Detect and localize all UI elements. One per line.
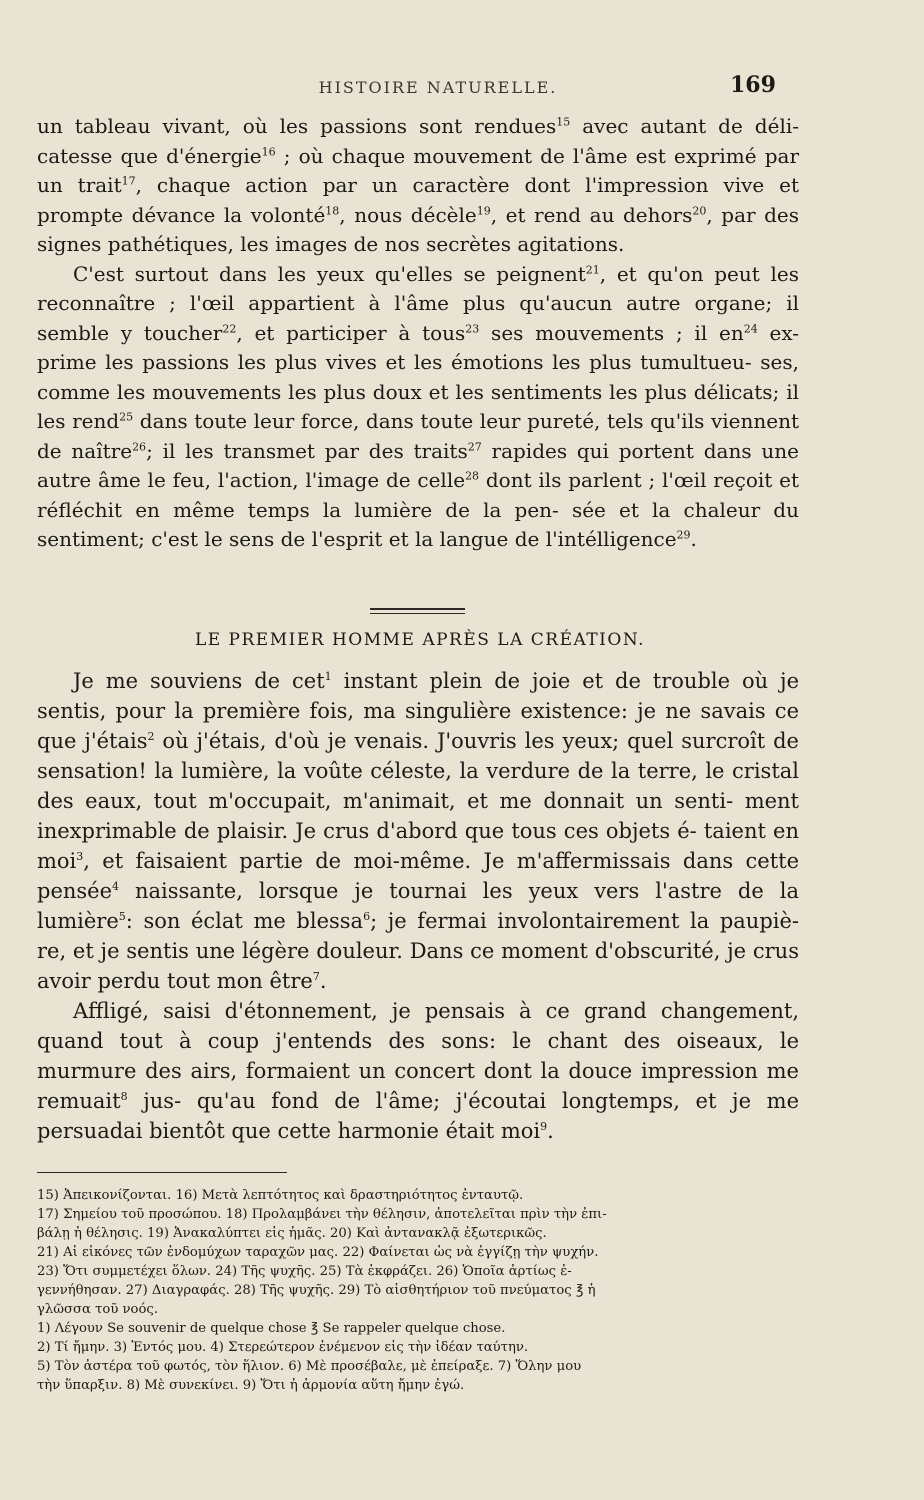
paragraph-yeux: C'est surtout dans les yeux qu'elles se peignent$^{21}$, et qu'on peut les reconnaître ; l'œil appartient à l'âme plus qu'aucun autre organe; il semble y toucher$^{22}$, et participer à tous$^{23}$ ses mouvements ; il $en^{24}$ ex- prime les passions les plus vives et les émotions les plus tumultueu- ses, comme les mouvements les plus doux et les sentiments les plus délicats; il les rend$^{25}$ dans toute leur force, dans toute leur pureté, tels qu'ils viennent de naître$^{26}$; il les transmet par des traits$^{27}$ rapides qui portent dans une autre âme le feu, l'action, l'image de celle$^{28}$ dont ils parlent ; l'œil reçoit et réfléchit en même temps la lumière de la pen- sée et la chaleur du sentiment; c'est le sens de l'esprit et la langue de l'intélligence$^{29}$. xyxy=(37,261,799,551)
footnote-line: τὴν ὕπαρξιν. 8) Μὲ συνεκίνει. 9) Ὅτι ἡ ἁρμονία αὕτη ἤμην ἐγώ. xyxy=(37,1378,465,1393)
body-text-bottom xyxy=(37,666,799,1146)
running-title: HISTOIRE NATURELLE. xyxy=(318,78,558,97)
section-divider xyxy=(370,608,465,614)
footnote-line: 15) Ἀπεικονίζονται. 16) Μετὰ λεπτότητος καὶ δραστηριότητος ἐνταυτῷ. xyxy=(37,1188,524,1203)
body-text-top xyxy=(37,112,799,555)
paragraph-souviens: Je me souviens de cet$^1$ instant plein de joie et de trouble où je sentis, pour la première fois, ma singulière existence: je ne savais ce que j'étais$^2$ où j'étais, d'où je venais. J'ouvris les yeux; quel surcroît de sensation! la lumière, la voûte céleste, la verdure de la terre, le cristal des eaux, tout m'occupait, m'animait, et me donnait un senti- ment inexprimable de plaisir. Je crus d'abord que tous ces objets é- taient en moi$^3$, et faisaient partie de moi-même. Je m'affermissais dans cette pensée$^4$ naissante, lorsque je tournai les yeux vers l'astre de la lumière$^5$: son éclat me blessa$^6$; je fermai involontairement la paupiè- re, et je sentis une légère douleur. Dans ce moment d'obscurité, je crus avoir perdu tout mon être$^7$. xyxy=(37,669,799,993)
footnote-divider xyxy=(37,1172,287,1173)
paragraph-afflige: Affligé, saisi d'étonnement, je pensais à ce grand changement, quand tout à coup j'entends des sons: le chant des oiseaux, le murmure des airs, formaient un concert dont la douce impression me remuait$^8$ jus- qu'au fond de l'âme; j'écoutai longtemps, et je me persuadai bientôt que cette harmonie était moi$^9$. xyxy=(37,999,799,1143)
footnotes xyxy=(37,1186,797,1395)
footnote-line: βάλῃ ἡ θέλησις. 19) Ἀνακαλύπτει εἰς ἡμᾶς. 20) Καὶ ἀντανακλᾷ ἐξωτερικῶς. xyxy=(37,1226,547,1241)
footnote-line: 23) Ὅτι συμμετέχει ὅλων. 24) Τῆς ψυχῆς. 25) Τὰ ἐκφράζει. 26) Ὁποῖα ἀρτίως ἐ- xyxy=(37,1264,572,1279)
footnote-line: 21) Αἱ εἰκόνες τῶν ἐνδομύχων ταραχῶν μας. 22) Φαίνεται ὡς νὰ ἐγγίζῃ τὴν ψυχήν. xyxy=(37,1245,599,1260)
footnote-line: γεννήθησαν. 27) Διαγραφάς. 28) Τῆς ψυχῆς. 29) Τὸ αἰσθητήριον τοῦ πνεύματος ℥ ἡ xyxy=(37,1283,596,1298)
section-heading: LE PREMIER HOMME APRÈS LA CRÉATION. xyxy=(194,630,646,650)
footnote-line: 17) Σημείου τοῦ προσώπου. 18) Προλαμβάνει τὴν θέλησιν, ἀποτελεῖται πρὶν τὴν ἐπι- xyxy=(37,1207,607,1222)
footnote-line: 1) Λέγουν Se souvenir de quelque chose ℥ Se rappeler quelque chose. xyxy=(37,1321,506,1336)
running-head xyxy=(30,66,804,106)
paragraph-tableau: un tableau vivant, où les passions sont rendues$^{15}$ avec autant de déli- catesse que d'énergie$^{16}$ ; où chaque mouvement de l'âme est exprimé par un trait$^{17}$, chaque action par un caractère dont l'impression vive et prompte dévance la volonté$^{18}$, nous décèle$^{19}$, et rend au dehors$^{20}$, par des signes pathétiques, les images de nos secrètes agitations. xyxy=(37,114,800,256)
footnote-line: γλῶσσα τοῦ νοός. xyxy=(37,1302,159,1317)
footnote-line: 2) Τί ἤμην. 3) Ἐντός μου. 4) Στερεώτερον ἐνέμενον εἰς τὴν ἰδέαν ταύτην. xyxy=(37,1340,529,1355)
page-number: 169 xyxy=(730,72,776,98)
footnote-line: 5) Τὸν ἀστέρα τοῦ φωτός, τὸν ἥλιον. 6) Μὲ προσέβαλε, μὲ ἐπείραξε. 7) Ὅλην μου xyxy=(37,1359,582,1374)
